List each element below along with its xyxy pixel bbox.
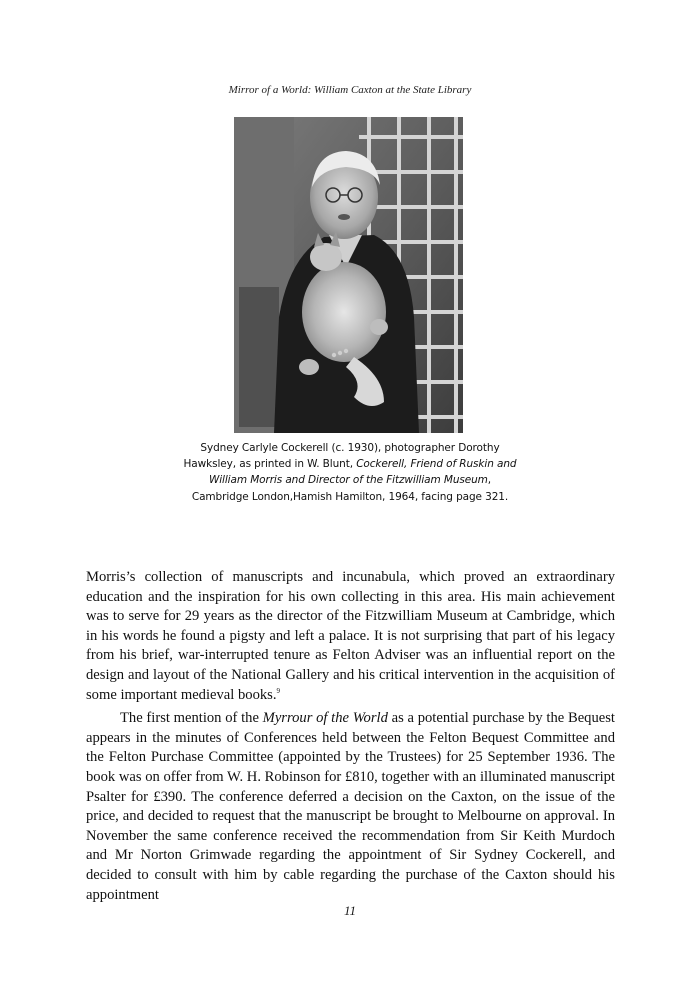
caption-text-end: , Cambridge London,Hamish Hamilton, 1964, facing page 321. — [191, 474, 509, 503]
caption-text-start: Sydney Carlyle Cockerell (c. 1930), photographer Dorothy Hawksley, as printed in W. Blunt, — [183, 442, 500, 471]
caption-book-title: Cockerell, Friend of Ruskin and William Morris and Director of the Fitzwilliam Museum — [208, 458, 517, 487]
paragraph-2-lead: The first mention of the — [120, 710, 263, 727]
paragraph-1-text: Morris’s collection of manuscripts and incunabula, which proved an extraordinary education and the inspiration for his own collecting in this area. His main achievement was to serve for 29 years as the director of the Fitzwilliam Museum at Cambridge, which in his words he found a pigsty and left a palace. It is not surprising that part of his legacy from his brief, war-interrupted tenure as Felton Adviser was an influential report on the design and layout of the National Gallery and his critical intervention in the acquisition of some important medieval books. — [86, 569, 615, 703]
photo-caption — [180, 440, 520, 505]
portrait-photo — [234, 117, 463, 433]
page-number: 11 — [343, 903, 357, 918]
paragraph-1 — [86, 568, 615, 705]
running-header: Mirror of a World: William Caxton at the State Library — [228, 84, 472, 96]
paragraph-2-book-title: Myrrour of the World — [262, 710, 388, 727]
body-text — [86, 568, 615, 905]
paragraph-2 — [86, 709, 615, 905]
footnote-reference: 9 — [276, 686, 280, 695]
paragraph-2-rest: as a potential purchase by the Bequest appears in the minutes of Conferences held between the Felton Bequest Committee and the Felton Purchase Committee (appointed by the Trustees) for 25 September 1936. The book was on offer from W. H. Robinson for £810, together with an illuminated manuscript Psalter for £390. The conference deferred a decision on the Caxton, on the issue of the price, and decided to request that the manuscript be brought to Melbourne on approval. In November the same conference received the recommendation from Sir Keith Murdoch and Mr Norton Grimwade regarding the appointment of Sir Sydney Cockerell, and decided to consult with him by cable regarding the purchase of the Caxton should his appointment — [86, 710, 615, 903]
